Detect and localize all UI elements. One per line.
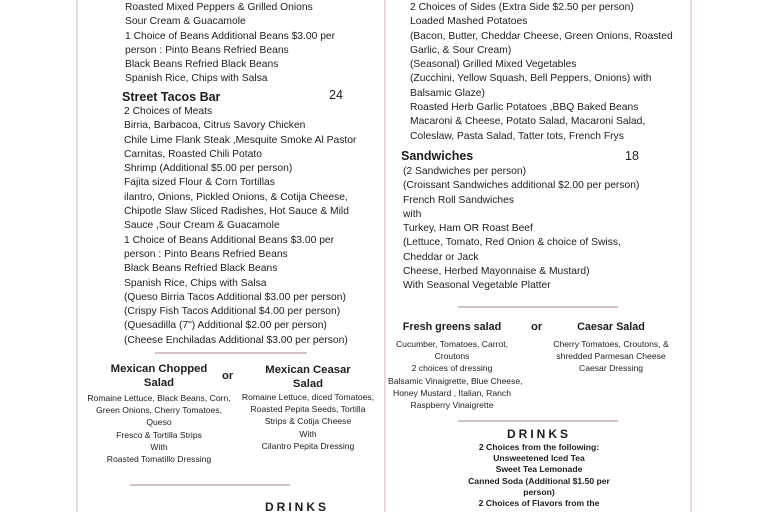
menu-line: Chile Lime Flank Steak ,Mesquite Smoke Al Pastor [124,134,357,146]
drinks-line: 2 Choices from the following: [478,442,600,452]
left-column-border [76,0,78,512]
drinks-section [452,426,626,509]
menu-line: French Roll Sandwiches [403,194,515,206]
salad-title: Mexican Ceasar [265,364,351,376]
menu-line: ilantro, Onions, Pickled Onions, & Cotija Cheese, [124,191,348,203]
menu-line: with [403,208,422,220]
mexican-ceasar-salad [230,363,386,452]
menu-line: Cilantro Pepita Dressing [261,440,355,451]
menu-line: (Seasonal) Grilled Mixed Vegetables [410,59,577,71]
menu-line: Roasted Pepita Seeds, Tortilla [250,404,366,415]
caesar-salad [546,320,676,375]
menu-line: Roasted Mixed Peppers & Grilled Onions [125,2,313,13]
drinks-line: Unsweetened Iced Tea [493,453,585,464]
menu-line: Queso [146,417,172,428]
menu-line: (Cheese Enchiladas Additional $3.00 per person) [124,334,348,346]
menu-line: 1 Choice of Beans Additional Beans $3.00 per [125,30,336,42]
menu-line: Garlic, & Sour Cream) [410,44,512,56]
salad-title: Salad [292,378,324,390]
menu-line: (Quesadilla (7") Additional $2.00 per person) [124,320,327,332]
sides-list [410,1,673,144]
salad-title: Salad [143,377,175,389]
street-tacos-price: 24 [329,88,343,102]
menu-line: Honey Mustard , Italian, Ranch [393,387,511,398]
drinks-line: person) [523,486,555,497]
menu-line: person : Pinto Beans Refried Beans [125,44,289,56]
menu-line: (Zucchini, Yellow Squash, Bell Peppers, Onions) with [410,73,652,85]
mexican-bar-continued [125,1,335,87]
menu-line: Loaded Mashed Potatoes [410,16,528,28]
menu-line: Spanish Rice, Chips with Salsa [124,277,267,289]
menu-line: Green Onions, Cherry Tomatoes, [96,405,222,416]
menu-line: Carnitas, Roasted Chili Potato [124,148,262,160]
menu-line: Roasted Herb Garlic Potatoes ,BBQ Baked Beans [410,102,639,114]
menu-line: (Bacon, Butter, Cheddar Cheese, Green Onions, Roasted [410,30,673,42]
street-tacos-list [124,105,356,348]
menu-line: person : Pinto Beans Refried Beans [124,248,288,260]
menu-line: Turkey, Ham OR Roast Beef [403,223,533,235]
menu-line: shredded Parmesan Cheese [556,351,666,362]
salad-title: Fresh greens salad [402,321,502,333]
menu-line: Balsamic Vinaigrette, Blue Cheese, [388,375,523,386]
menu-line: Fajita sized Flour & Corn Tortillas [124,177,275,189]
menu-line: Black Beans Refried Black Beans [125,59,279,71]
menu-line: Chipotle Slaw Sliced Radishes, Hot Sauce & Mild [124,206,349,218]
menu-line: Strips & Cotija Cheese [264,416,352,427]
menu-line: Roasted Tomatillo Dressing [106,454,212,465]
menu-line: Fresco & Tortilla Strips [116,429,202,440]
drinks-line: Canned Soda (Additional $1.50 per [468,475,610,486]
menu-line: Romaine Lettuce, diced Tomatoes, [241,392,375,402]
menu-line: Birria, Barbacoa, Citrus Savory Chicken [124,120,306,132]
menu-line: Sauce ,Sour Cream & Guacamole [124,220,280,232]
drinks-title: DRINKS [265,500,330,514]
drinks-title: DRINKS [506,427,571,441]
menu-line: Balsamic Glaze) [410,87,485,99]
menu-line: (Croissant Sandwiches additional $2.00 per person) [403,180,640,192]
menu-line: Shrimp (Additional $5.00 per person) [124,163,293,175]
section-divider [458,306,618,308]
salad-title: Mexican Chopped [110,363,208,375]
menu-line: Cheddar or Jack [403,251,479,263]
menu-line: With [150,441,168,452]
menu-line: Coleslaw, Pasta Salad, Tatter tots, French Frys [410,130,624,142]
right-column-border [690,0,692,512]
menu-line: 2 Choices of Meats [124,106,213,117]
drinks-line: Sweet Tea Lemonade [495,464,583,475]
or-separator: or [531,321,543,333]
menu-line: Black Beans Refried Black Beans [124,263,278,275]
menu-line: Croutons [434,351,470,362]
salad-title: Caesar Salad [577,321,645,333]
menu-line: Sour Cream & Guacamole [125,16,246,28]
sandwiches-title: Sandwiches [401,149,474,163]
street-tacos-title: Street Tacos Bar [122,90,221,104]
menu-line: Caesar Dressing [579,363,643,374]
section-divider [458,420,618,422]
menu-line: 2 choices of dressing [411,363,493,374]
menu-line: Raspberry Vinaigrette [410,400,494,411]
menu-line: 1 Choice of Beans Additional Beans $3.00 per [124,234,335,246]
menu-line: (Lettuce, Tomato, Red Onion & choice of Swiss, [403,237,621,249]
fresh-greens-salad [388,320,523,411]
sandwiches-list [403,165,639,294]
menu-line: (Queso Birria Tacos Additional $3.00 per person) [124,291,346,303]
menu-line: Romaine Lettuce, Black Beans, Corn, [87,393,231,403]
menu-line: With Seasonal Vegetable Platter [403,280,551,292]
menu-line: With [299,428,317,439]
menu-line: Macaroni & Cheese, Potato Salad, Macaroni Salad, [410,116,646,128]
section-divider [130,484,290,486]
menu-line: Cherry Tomatoes, Croutons, & [553,339,669,349]
sandwiches-price: 18 [625,149,639,163]
menu-line: Spanish Rice, Chips with Salsa [125,73,268,85]
menu-line: (2 Sandwiches per person) [403,166,527,177]
drinks-line: 2 Choices of Flavors from the [478,498,600,509]
menu-line: Cheese, Herbed Mayonnaise & Mustard) [403,266,590,278]
mexican-chopped-salad [80,362,238,465]
menu-line: (Crispy Fish Tacos Additional $4.00 per person) [124,306,341,318]
menu-line: 2 Choices of Sides (Extra Side $2.50 per person) [410,2,634,13]
section-divider [155,352,307,354]
menu-line: Cucumber, Tomatoes, Carrot, [395,339,509,349]
or-separator: or [222,370,234,382]
